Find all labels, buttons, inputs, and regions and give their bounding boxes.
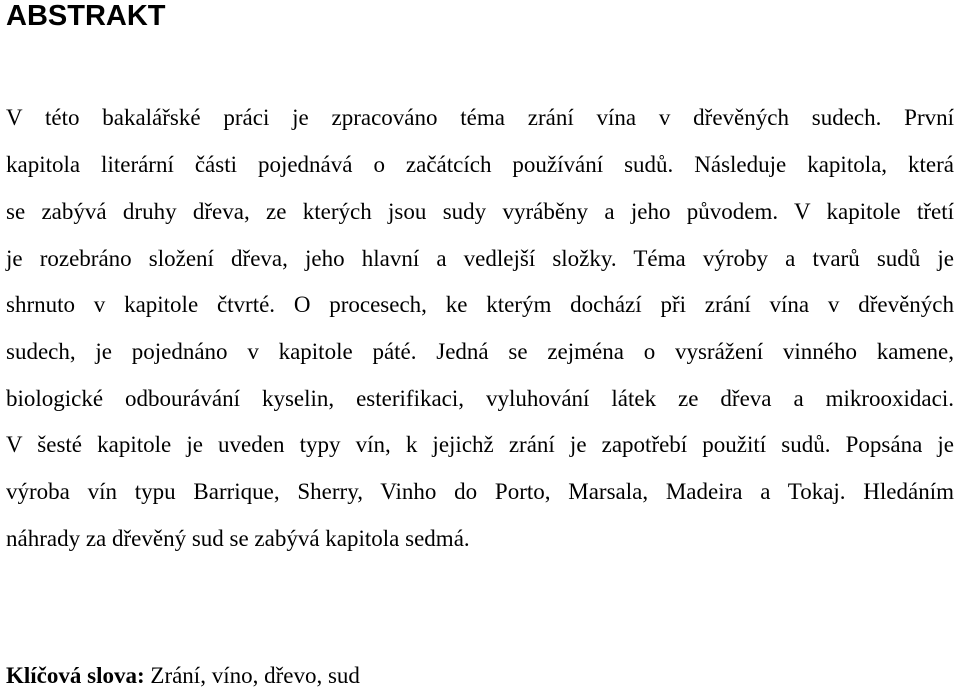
paragraph-line: kapitola literární části pojednává o začátcích používání sudů. Následuje kapitola, která [6,152,954,177]
keywords-value: Zrání, víno, dřevo, sud [144,663,360,688]
paragraph-line: biologické odbourávání kyselin, esterifikaci, vyluhování látek ze dřeva a mikrooxidaci. [6,386,954,411]
paragraph-line: je rozebráno složení dřeva, jeho hlavní a vedlejší složky. Téma výroby a tvarů sudů je [6,246,954,271]
paragraph-line: sudech, je pojednáno v kapitole páté. Jedná se zejména o vysrážení vinného kamene, [6,339,954,364]
keywords-label: Klíčová slova: [6,663,145,688]
paragraph-line: V šesté kapitole je uveden typy vín, k jejichž zrání je zapotřebí použití sudů. Popsána je [6,432,954,457]
paragraph-line: shrnuto v kapitole čtvrté. O procesech, ke kterým dochází při zrání vína v dřevěných [6,292,954,317]
paragraph-line: se zabývá druhy dřeva, ze kterých jsou sudy vyráběny a jeho původem. V kapitole třetí [6,199,954,224]
paragraph-line: náhrady za dřevěný sud se zabývá kapitola sedmá. [6,526,470,551]
abstract-heading: ABSTRAKT [6,0,166,32]
paragraph-line: výroba vín typu Barrique, Sherry, Vinho do Porto, Marsala, Madeira a Tokaj. Hledáním [6,479,954,504]
keywords-line [6,662,360,690]
paragraph-line: V této bakalářské práci je zpracováno téma zrání vína v dřevěných sudech. První [6,105,954,130]
